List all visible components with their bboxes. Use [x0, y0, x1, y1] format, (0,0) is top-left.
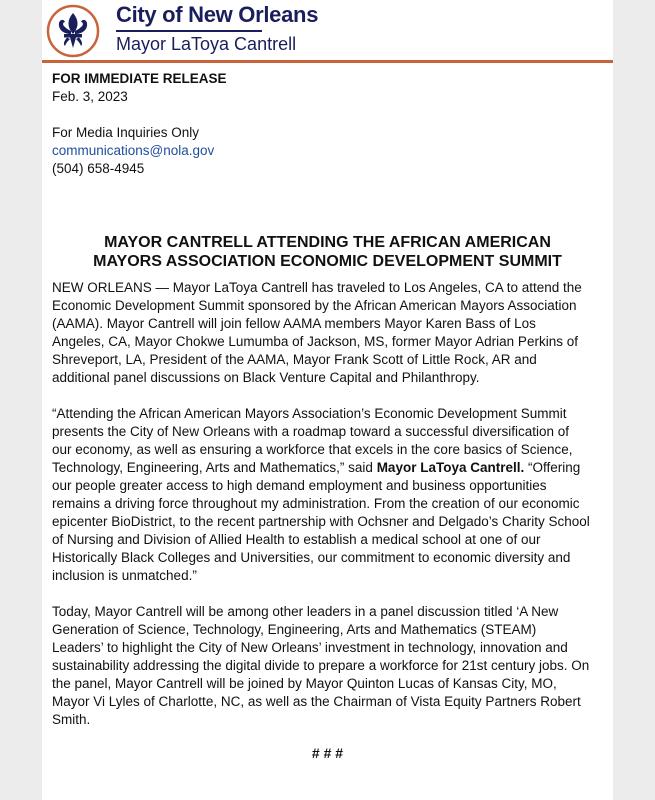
end-mark: # # # — [311, 745, 344, 761]
text-line: Economic Development Summit sponsored by the African American Mayors Association — [52, 298, 577, 313]
text-segment: “Offering — [524, 460, 581, 475]
inquiries-label: For Media Inquiries Only — [52, 125, 200, 140]
text-line: our economy, as well as ensuring a workforce that excels in the core basics of Science, — [52, 442, 573, 457]
text-line: additional panel discussions on Black Venture Capital and Philanthropy. — [52, 370, 480, 385]
text-line: Historically Black Colleges and Universities, our commitment to economic diversity and — [52, 550, 571, 565]
text-line: inclusion is unmatched.” — [52, 568, 197, 583]
text-line — [52, 459, 608, 477]
text-segment: Technology, Engineering, Arts and Mathematics,” said — [52, 460, 377, 475]
release-meta — [52, 70, 227, 178]
text-line: NEW ORLEANS — Mayor LaToya Cantrell has traveled to Los Angeles, CA to attend the — [52, 280, 582, 295]
text-line: our people greater access to high demand employment and business opportunities — [52, 478, 547, 493]
paragraph-1 — [52, 279, 608, 387]
text-line: the panel, Mayor Cantrell will be joined by Mayor Quinton Lucas of Kansas City, MO, — [52, 676, 557, 691]
speaker-name: Mayor LaToya Cantrell. — [376, 460, 525, 475]
phone-number: (504) 658-4945 — [52, 161, 145, 176]
page-title — [42, 233, 613, 271]
release-label: FOR IMMEDIATE RELEASE — [52, 71, 227, 86]
spacer — [52, 106, 227, 124]
text-line: Shreveport, LA, President of the AAMA, Mayor Frank Scott of Little Rock, AR and — [52, 352, 537, 367]
fleur-de-lis-icon — [46, 4, 100, 58]
title-line: MAYOR CANTRELL ATTENDING THE AFRICAN AMERICAN — [104, 234, 551, 251]
article-body — [52, 279, 608, 747]
text-line: Leaders’ to highlight the City of New Orleans’ investment in technology, innovation and — [52, 640, 568, 655]
header-divider — [42, 60, 613, 63]
text-line: presents the City of New Orleans with a roadmap toward a successful diversification of — [52, 424, 569, 439]
text-line: Generation of Science, Technology, Engineering, Arts and Mathematics (STEAM) — [52, 622, 537, 637]
paragraph-2 — [52, 405, 608, 585]
text-line: Mayor Vi Lyles of Charlotte, NC, as well as the Chairman of Vista Equity Partners Robert — [52, 694, 581, 709]
text-line: Angeles, CA, Mayor Chokwe Lumumba of Jackson, MS, former Mayor Adrian Perkins of — [52, 334, 578, 349]
letterhead — [42, 0, 613, 62]
brand-divider — [116, 30, 262, 32]
text-line: epicenter BioDistrict, to the recent partnership with Ochsner and Delgado’s Charity School — [52, 514, 590, 529]
text-line: (AAMA). Mayor Cantrell will join fellow AAMA members Mayor Karen Bass of Los — [52, 316, 536, 331]
text-line: “Attending the African American Mayors Association’s Economic Development Summit — [52, 406, 567, 421]
title-line: MAYORS ASSOCIATION ECONOMIC DEVELOPMENT SUMMIT — [93, 253, 562, 270]
text-line: remains a driving force throughout my administration. From the creation of our economic — [52, 496, 580, 511]
brand-mayor: Mayor LaToya Cantrell — [116, 34, 297, 54]
text-line: Today, Mayor Cantrell will be among other leaders in a panel discussion titled ‘A New — [52, 604, 559, 619]
text-line: Smith. — [52, 712, 91, 727]
text-line: of Nursing and Division of Allied Health to establish a medical school at one of our — [52, 532, 541, 547]
press-release-page — [42, 0, 613, 800]
paragraph-3 — [52, 603, 608, 729]
email-link[interactable]: communications@nola.gov — [52, 143, 215, 158]
brand-name: City of New Orleans — [116, 2, 319, 27]
release-date: Feb. 3, 2023 — [52, 89, 128, 104]
text-line: sustainability addressing the digital divide to prepare a workforce for 21st century jobs. On — [52, 658, 590, 673]
